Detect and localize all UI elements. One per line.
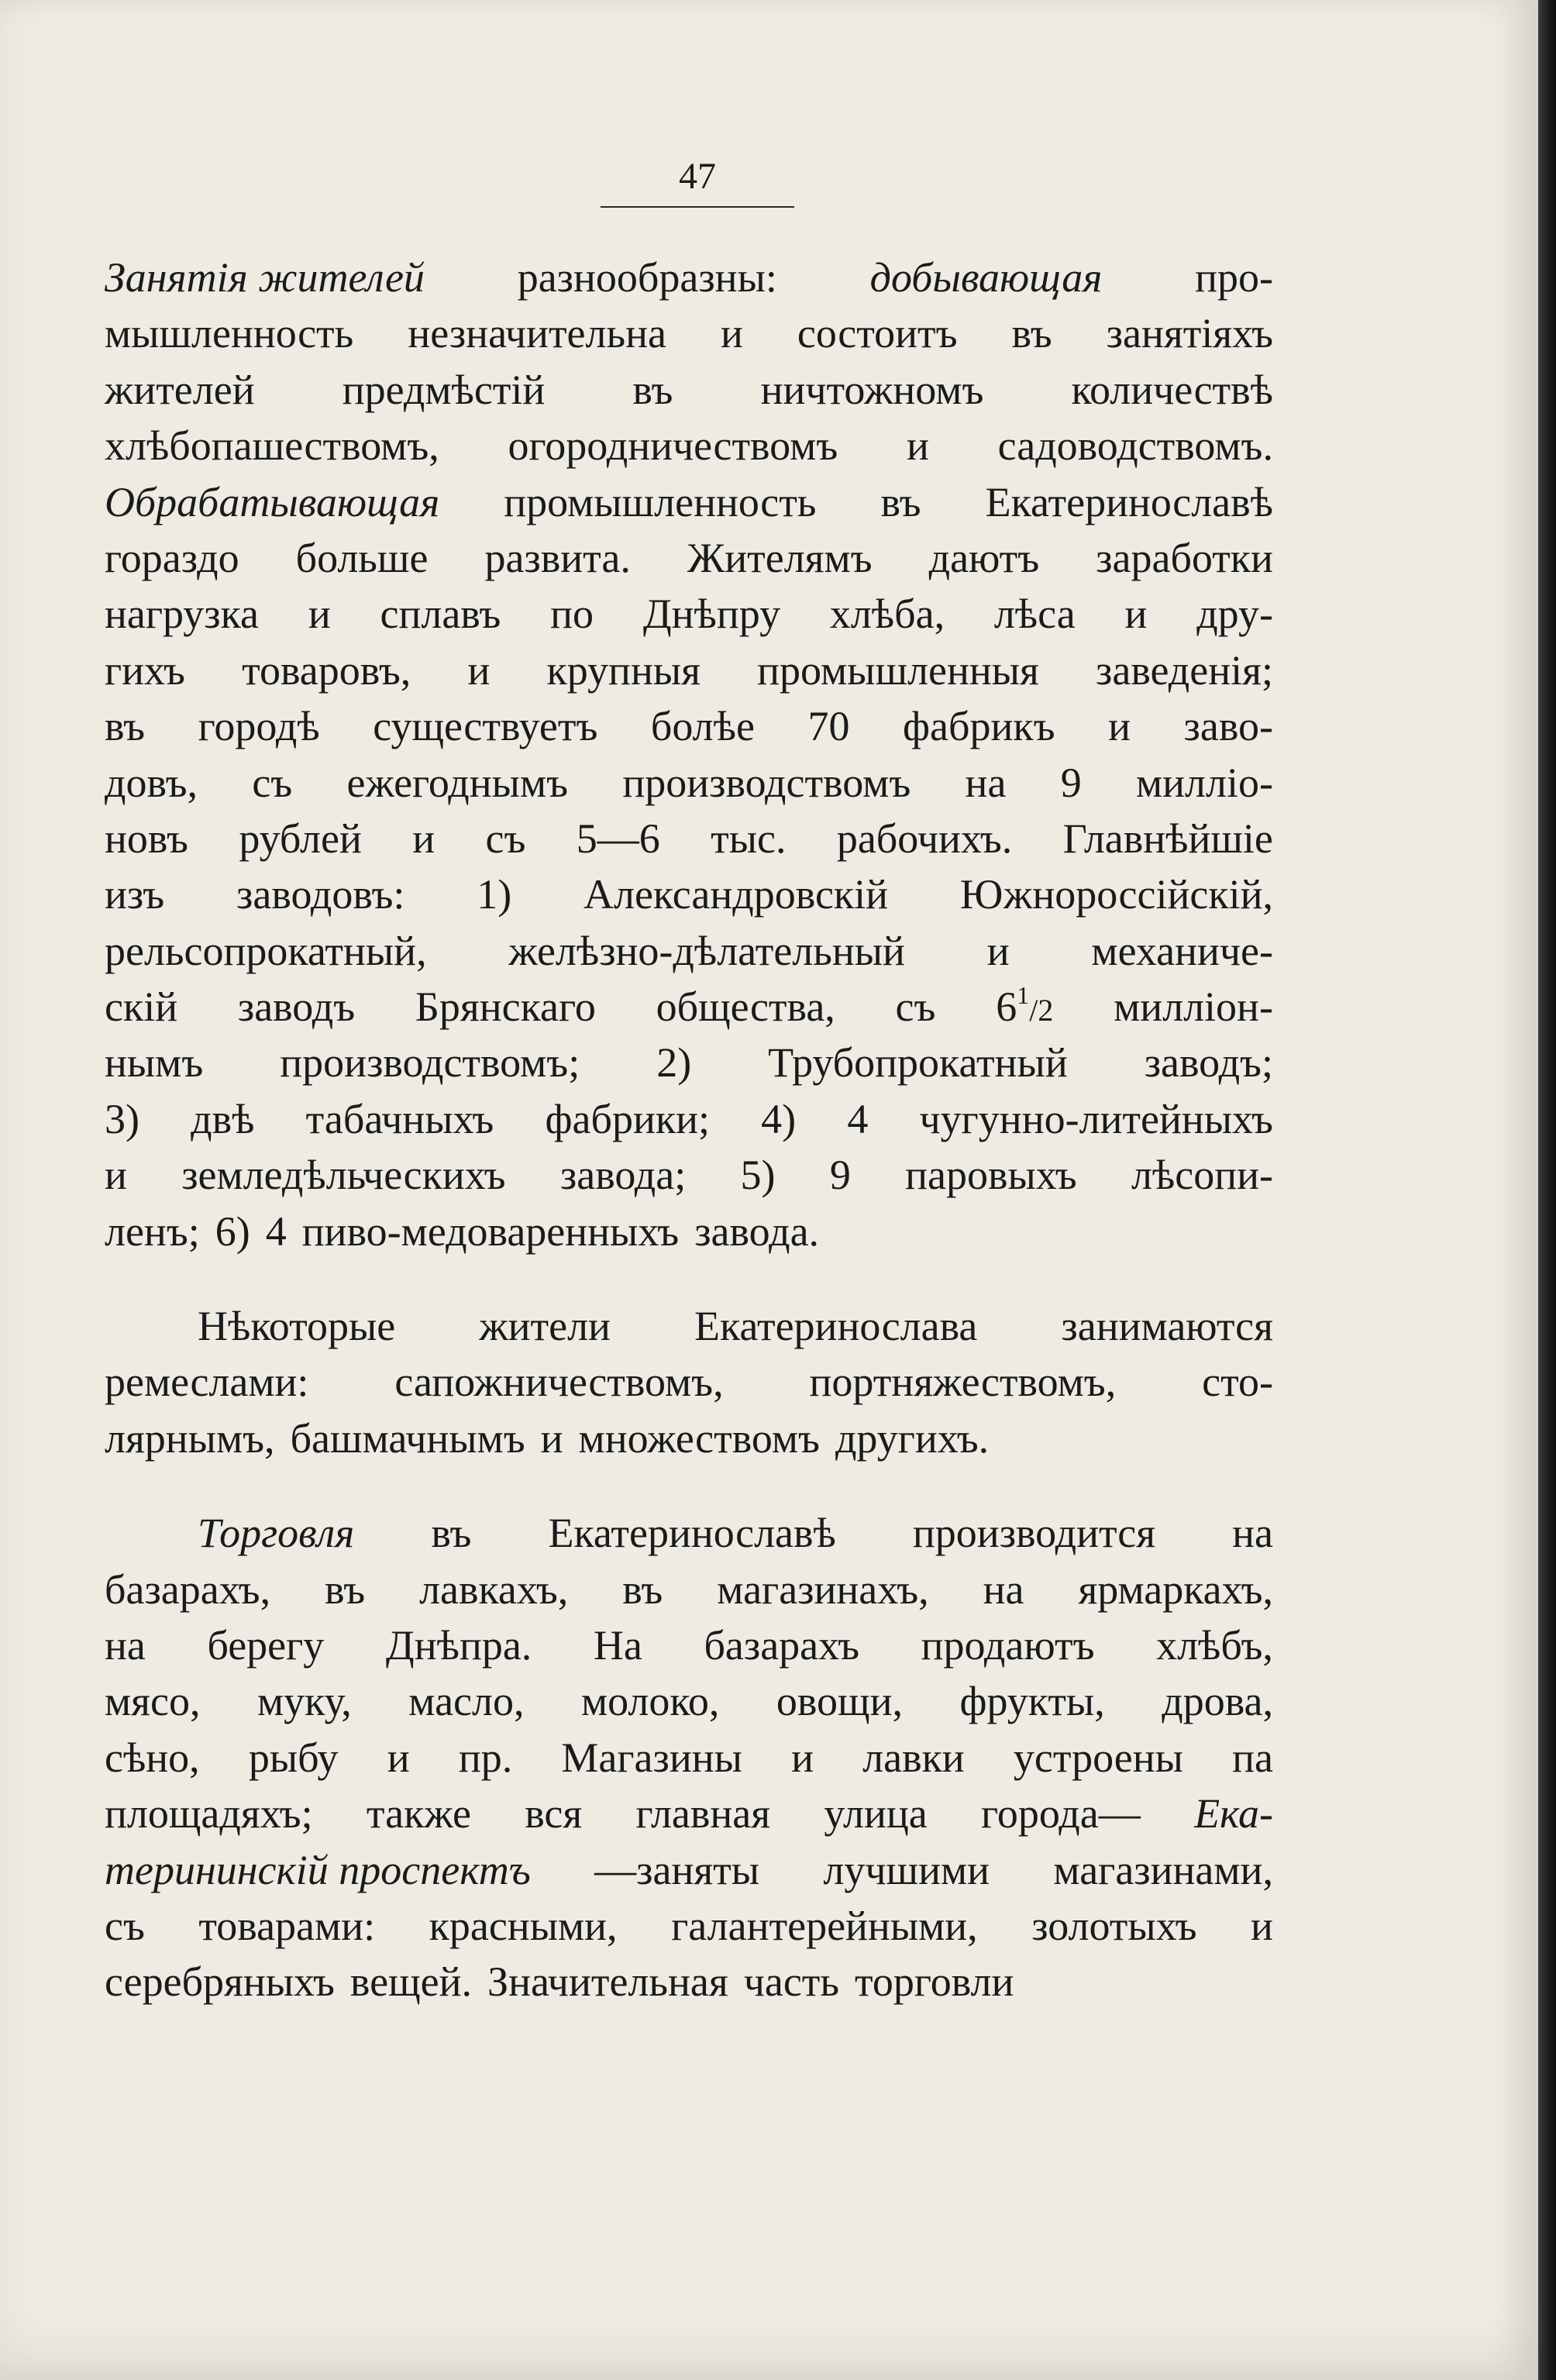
word: новъ xyxy=(105,815,188,862)
word: 4 xyxy=(847,1095,869,1142)
word: Нѣкоторые xyxy=(198,1303,396,1350)
word: муку, xyxy=(257,1678,352,1725)
word: Днѣпра. xyxy=(385,1621,532,1669)
word: крупныя xyxy=(546,646,701,694)
word: 5) xyxy=(740,1152,776,1199)
word: галантерейными, xyxy=(671,1902,978,1949)
word: заводъ; xyxy=(1144,1039,1273,1087)
word: фабрикъ xyxy=(903,703,1055,750)
word: лѣсопи- xyxy=(1131,1152,1273,1199)
word: и xyxy=(467,646,491,694)
word: производится xyxy=(912,1510,1156,1557)
word: лавки xyxy=(862,1734,965,1781)
word: съ xyxy=(895,983,936,1031)
text-line xyxy=(105,1898,1273,1954)
word: городѣ xyxy=(198,703,320,750)
word: хлѣбопашествомъ, xyxy=(105,422,439,470)
text-line xyxy=(105,1147,1273,1203)
text-line xyxy=(105,250,1273,305)
word: заво- xyxy=(1183,703,1273,750)
word: незначительна xyxy=(408,310,666,357)
text-line xyxy=(105,305,1273,361)
word: продаютъ xyxy=(921,1621,1095,1669)
word: города— xyxy=(981,1790,1141,1838)
word: Днѣпру xyxy=(642,591,781,638)
word: На xyxy=(593,1621,642,1669)
word: рыбу xyxy=(248,1734,339,1781)
word: состоитъ xyxy=(797,310,958,357)
word: развита. xyxy=(484,534,631,581)
word: Трубопрокатный xyxy=(768,1039,1068,1087)
text-line xyxy=(105,530,1273,586)
word: и xyxy=(986,927,1010,974)
word: производствомъ xyxy=(622,759,911,806)
word: ничтожномъ xyxy=(760,366,984,413)
word: па xyxy=(1232,1734,1273,1781)
text-line xyxy=(105,1505,1273,1561)
word: хлѣбъ, xyxy=(1156,1621,1273,1669)
word: мясо, xyxy=(105,1678,201,1725)
body-text xyxy=(105,250,1273,2010)
word: болѣе xyxy=(650,703,755,750)
word: Жителямъ xyxy=(687,534,873,581)
word: Главнѣйшіе xyxy=(1062,815,1273,862)
word: и xyxy=(540,1414,563,1462)
word: сапожничествомъ, xyxy=(394,1359,724,1406)
word: и xyxy=(105,1152,127,1199)
word: довъ, xyxy=(105,759,198,806)
word: Значительная xyxy=(487,1958,728,2006)
text-line xyxy=(105,698,1273,754)
word: заведенія; xyxy=(1096,646,1273,694)
text-line xyxy=(105,1298,1273,1354)
word: жителей xyxy=(105,366,255,413)
word: въ xyxy=(622,1565,663,1613)
word: заводовъ: xyxy=(236,871,405,918)
word: паровыхъ xyxy=(905,1152,1077,1199)
paragraph xyxy=(105,1298,1273,1466)
word: другихъ. xyxy=(835,1414,990,1462)
word: въ xyxy=(431,1510,472,1557)
word: гихъ xyxy=(105,646,185,694)
text-line xyxy=(105,1786,1273,1841)
text-line xyxy=(105,1562,1273,1617)
word: дру- xyxy=(1196,591,1273,638)
word: предмѣстій xyxy=(342,366,546,413)
word: часть xyxy=(743,1958,840,2006)
text-line xyxy=(105,642,1273,698)
word: въ xyxy=(105,703,146,750)
text-line xyxy=(105,1730,1273,1786)
word: и xyxy=(906,422,929,470)
word: фрукты, xyxy=(959,1678,1105,1725)
word: съ xyxy=(485,815,526,862)
word: лярнымъ, xyxy=(105,1414,275,1462)
word: рельсопрокатный, xyxy=(105,927,427,974)
word: и xyxy=(1108,703,1131,750)
word: и xyxy=(720,310,743,357)
page-number-rule xyxy=(601,206,794,208)
text-line xyxy=(105,1354,1273,1410)
word: въ xyxy=(632,366,673,413)
word: дрова, xyxy=(1162,1678,1273,1725)
word: масло, xyxy=(408,1678,525,1725)
text-line xyxy=(105,979,1273,1035)
word: ленъ; xyxy=(105,1207,200,1255)
word: промышленныя xyxy=(757,646,1039,694)
word: терининскій проспектъ xyxy=(105,1846,531,1893)
word: Ека- xyxy=(1194,1790,1273,1838)
word: Екатеринослава xyxy=(694,1303,978,1350)
word: ремеслами: xyxy=(105,1359,309,1406)
text-line xyxy=(105,1035,1273,1090)
word: милліо- xyxy=(1135,759,1273,806)
word: скій xyxy=(105,983,178,1031)
word: 4 xyxy=(265,1207,287,1255)
word: Екатеринославѣ xyxy=(548,1510,836,1557)
text-line xyxy=(105,1410,1273,1466)
word: овощи, xyxy=(776,1678,903,1725)
word: механиче- xyxy=(1091,927,1273,974)
word: на xyxy=(1232,1510,1273,1557)
text-line xyxy=(105,362,1273,418)
word: Магазины xyxy=(561,1734,742,1781)
word: улица xyxy=(824,1790,928,1838)
word: 5—6 xyxy=(576,815,660,862)
word: 3) xyxy=(105,1095,139,1142)
word: про- xyxy=(1195,254,1273,301)
word: нагрузка xyxy=(105,591,260,638)
word: множествомъ xyxy=(578,1414,820,1462)
text-line xyxy=(105,1673,1273,1729)
word: золотыхъ xyxy=(1031,1902,1197,1949)
word: 1) xyxy=(477,871,512,918)
word: товаровъ, xyxy=(242,646,411,694)
text-line xyxy=(105,1091,1273,1147)
text-line xyxy=(105,586,1273,642)
page-number: 47 xyxy=(679,156,716,197)
word: даютъ xyxy=(928,534,1040,581)
text-line xyxy=(105,866,1273,922)
word: двѣ xyxy=(191,1095,255,1142)
word: и xyxy=(1124,591,1148,638)
book-spine-shadow xyxy=(1538,0,1556,2380)
word: магазинахъ, xyxy=(717,1565,929,1613)
word: главная xyxy=(635,1790,771,1838)
word: на xyxy=(983,1565,1024,1613)
word: промышленность xyxy=(504,478,817,525)
word: 6) xyxy=(215,1207,250,1255)
word: съ xyxy=(252,759,293,806)
word: и xyxy=(1251,1902,1273,1949)
word: Екатеринославѣ xyxy=(985,478,1273,525)
word: Обрабатывающая xyxy=(105,478,440,525)
word: общества, xyxy=(656,983,835,1031)
word: садоводствомъ. xyxy=(997,422,1273,470)
text-line xyxy=(105,418,1273,474)
word: башмачнымъ xyxy=(290,1414,525,1462)
word: магазинами, xyxy=(1053,1846,1273,1893)
word: сто- xyxy=(1202,1359,1273,1406)
text-line xyxy=(105,811,1273,866)
word: вещей. xyxy=(349,1958,473,2006)
word: завода. xyxy=(694,1207,820,1255)
word: въ xyxy=(325,1565,366,1613)
word: 4) xyxy=(761,1095,797,1142)
text-line xyxy=(105,755,1273,811)
word: нымъ xyxy=(105,1039,204,1087)
word: сѣно, xyxy=(105,1734,200,1781)
word: лѣса xyxy=(993,591,1076,638)
word: портняжествомъ, xyxy=(809,1359,1117,1406)
word: серебряныхъ xyxy=(105,1958,335,2006)
word: гораздо xyxy=(105,534,239,581)
word: милліон- xyxy=(1114,983,1273,1031)
word: занимаются xyxy=(1061,1303,1273,1350)
word: добывающая xyxy=(869,254,1103,301)
word: товарами: xyxy=(198,1902,376,1949)
word: изъ xyxy=(105,871,165,918)
word: занятіяхъ xyxy=(1106,310,1273,357)
text-line xyxy=(105,1617,1273,1673)
word: базарахъ, xyxy=(105,1565,271,1613)
word: также xyxy=(366,1790,471,1838)
word: Брянскаго xyxy=(415,983,596,1031)
word: Александровскій xyxy=(584,871,889,918)
word: съ xyxy=(105,1902,145,1949)
text-line xyxy=(105,1204,1273,1259)
word: въ xyxy=(1011,310,1052,357)
text-line xyxy=(105,923,1273,979)
word: тыс. xyxy=(711,815,787,862)
paragraph xyxy=(105,1505,1273,2010)
word: базарахъ xyxy=(704,1621,860,1669)
word: Занятія жителей xyxy=(105,254,425,301)
word: пиво-медоваренныхъ xyxy=(301,1207,680,1255)
word: молоко, xyxy=(580,1678,720,1725)
word: хлѣба, xyxy=(829,591,945,638)
word: заводъ xyxy=(237,983,356,1031)
word: рабочихъ. xyxy=(836,815,1013,862)
word: берегу xyxy=(207,1621,325,1669)
word: площадяхъ; xyxy=(105,1790,313,1838)
word: въ xyxy=(880,478,921,525)
word: мышленность xyxy=(105,310,354,357)
word: разнообразны: xyxy=(517,254,777,301)
word: и xyxy=(387,1734,410,1781)
word: желѣзно-дѣлательный xyxy=(508,927,905,974)
word: рублей xyxy=(239,815,362,862)
paragraph xyxy=(105,250,1273,1259)
word: по xyxy=(550,591,594,638)
word: 70 xyxy=(807,703,850,750)
text-line xyxy=(105,1842,1273,1898)
word: и xyxy=(412,815,435,862)
word: огородничествомъ xyxy=(508,422,838,470)
word: на xyxy=(105,1621,146,1669)
word: больше xyxy=(295,534,429,581)
word: 9 xyxy=(1060,759,1082,806)
word: жители xyxy=(479,1303,611,1350)
word: торговли xyxy=(855,1958,1014,2006)
word: ежегоднымъ xyxy=(346,759,569,806)
word: на xyxy=(965,759,1007,806)
word: лучшими xyxy=(823,1846,990,1893)
word: табачныхъ xyxy=(305,1095,494,1142)
word: 2) xyxy=(656,1039,692,1087)
word: заработки xyxy=(1096,534,1273,581)
word: существуетъ xyxy=(373,703,598,750)
word: земледѣльческихъ xyxy=(181,1152,506,1199)
word: и xyxy=(308,591,331,638)
word: 9 xyxy=(829,1152,851,1199)
word: фабрики; xyxy=(545,1095,710,1142)
word: чугунно-литейныхъ xyxy=(919,1095,1273,1142)
word: пр. xyxy=(458,1734,513,1781)
text-line xyxy=(105,1954,1273,2010)
word: завода; xyxy=(559,1152,687,1199)
word: Торговля xyxy=(198,1510,355,1557)
word: и xyxy=(791,1734,814,1781)
text-line xyxy=(105,474,1273,530)
word: вся xyxy=(525,1790,583,1838)
word: сплавъ xyxy=(380,591,501,638)
word: устроены xyxy=(1013,1734,1183,1781)
word: количествѣ xyxy=(1071,366,1273,413)
word: Южнороссійскій, xyxy=(959,871,1273,918)
word: $6^1/2$ xyxy=(996,981,1054,1031)
word: —заняты xyxy=(594,1846,760,1893)
word: ярмаркахъ, xyxy=(1078,1565,1273,1613)
word: производствомъ; xyxy=(280,1039,580,1087)
word: лавкахъ, xyxy=(419,1565,569,1613)
word: красными, xyxy=(429,1902,618,1949)
